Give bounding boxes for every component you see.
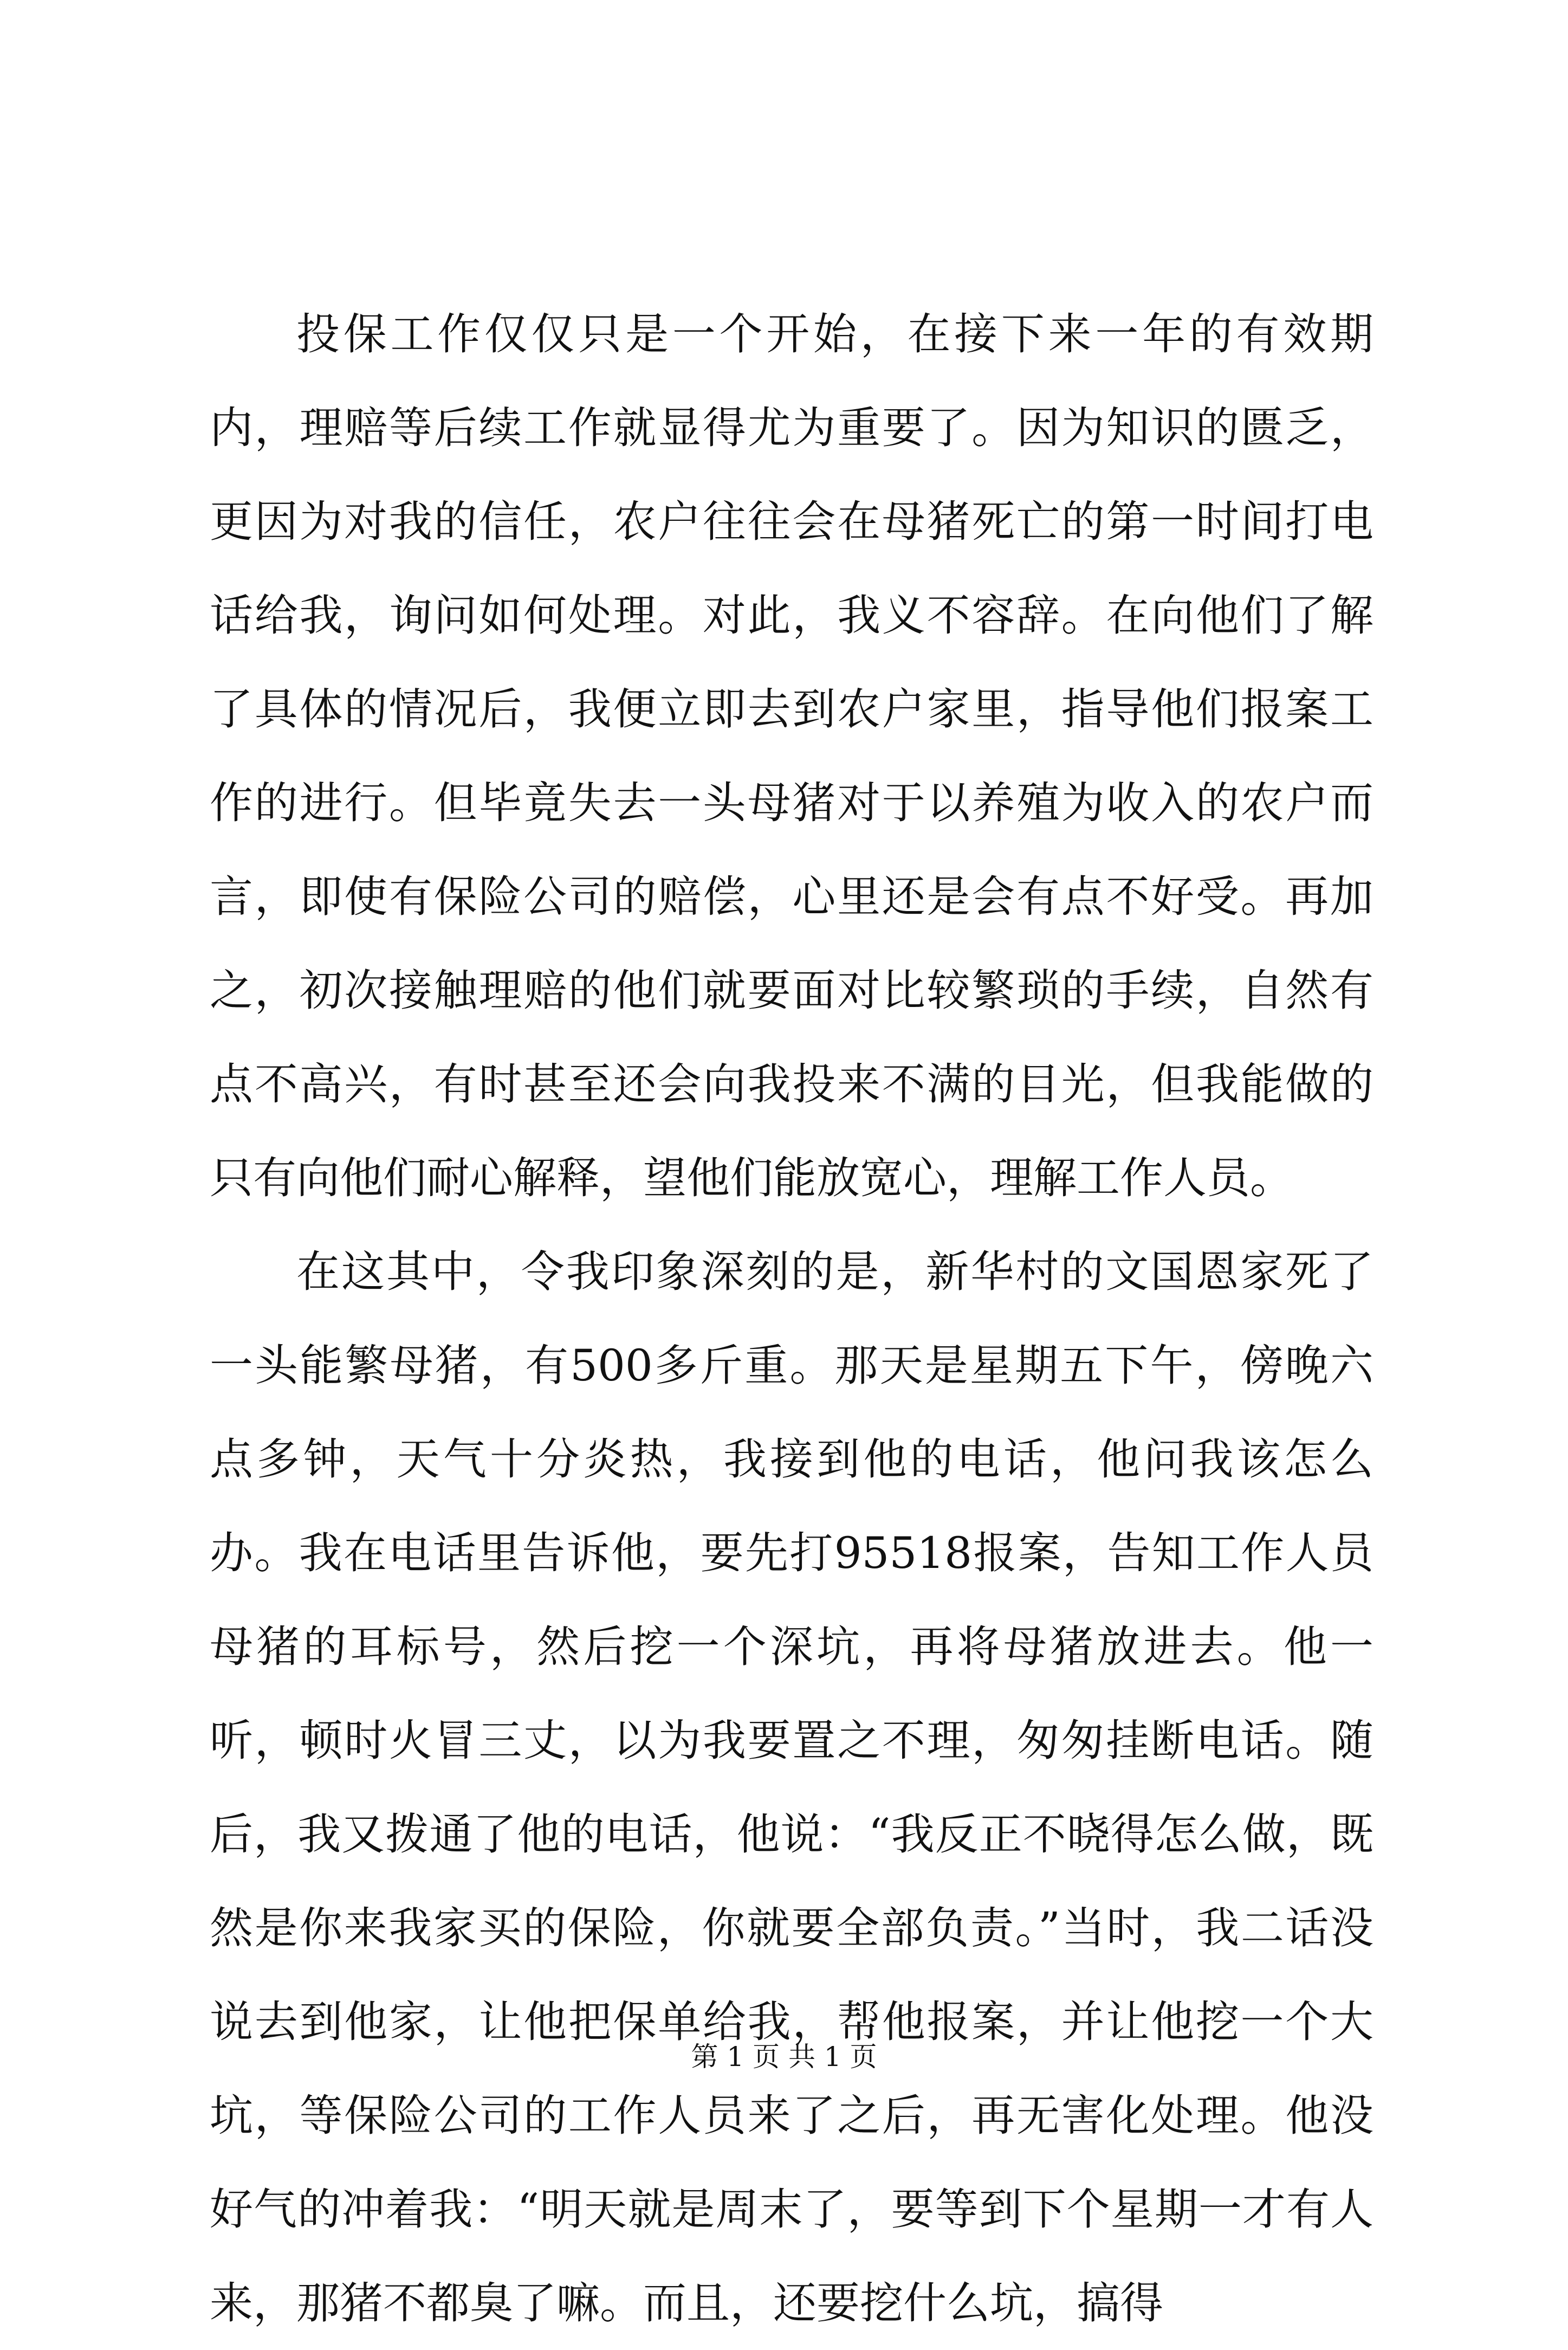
page-footer: 第 1 页 共 1 页 <box>691 2041 877 2073</box>
paragraph-2: 在这其中，令我印象深刻的是，新华村的文国恩家死了一头能繁母猪，有500多斤重。那天是星期五下午，傍晚六点多钟，天气十分炎热，我接到他的电话，他问我该怎么办。我在电话里告诉他，要先打95518报案，告知工作人员母猪的耳标号，然后挖一个深坑，再将母猪放进去。他一听，顿时火冒三丈，以为我要置之不理，匆匆挂断电话。随后，我又拨通了他的电话，他说：“我反正不晓得怎么做，既然是你来我家买的保险，你就要全部负责。”当时，我二话没说去到他家，让他把保单给我，帮他报案，并让他挖一个大坑，等保险公司的工作人员来了之后，再无害化处理。他没好气的冲着我：“明天就是周末了，要等到下个星期一才有人来，那猪不都臭了嘛。而且，还要挖什么坑，搞得 <box>210 1247 1373 2328</box>
paragraph-1: 投保工作仅仅只是一个开始，在接下来一年的有效期内，理赔等后续工作就显得尤为重要了。因为知识的匮乏，更因为对我的信任，农户往往会在母猪死亡的第一时间打电话给我，询问如何处理。对此，我义不容辞。在向他们了解了具体的情况后，我便立即去到农户家里，指导他们报案工作的进行。但毕竟失去一头母猪对于以养殖为收入的农户而言，即使有保险公司的赔偿，心里还是会有点不好受。再加之，初次接触理赔的他们就要面对比较繁琐的手续，自然有点不高兴，有时甚至还会向我投来不满的目光，但我能做的只有向他们耐心解释，望他们能放宽心，理解工作人员。 <box>210 309 1373 1203</box>
